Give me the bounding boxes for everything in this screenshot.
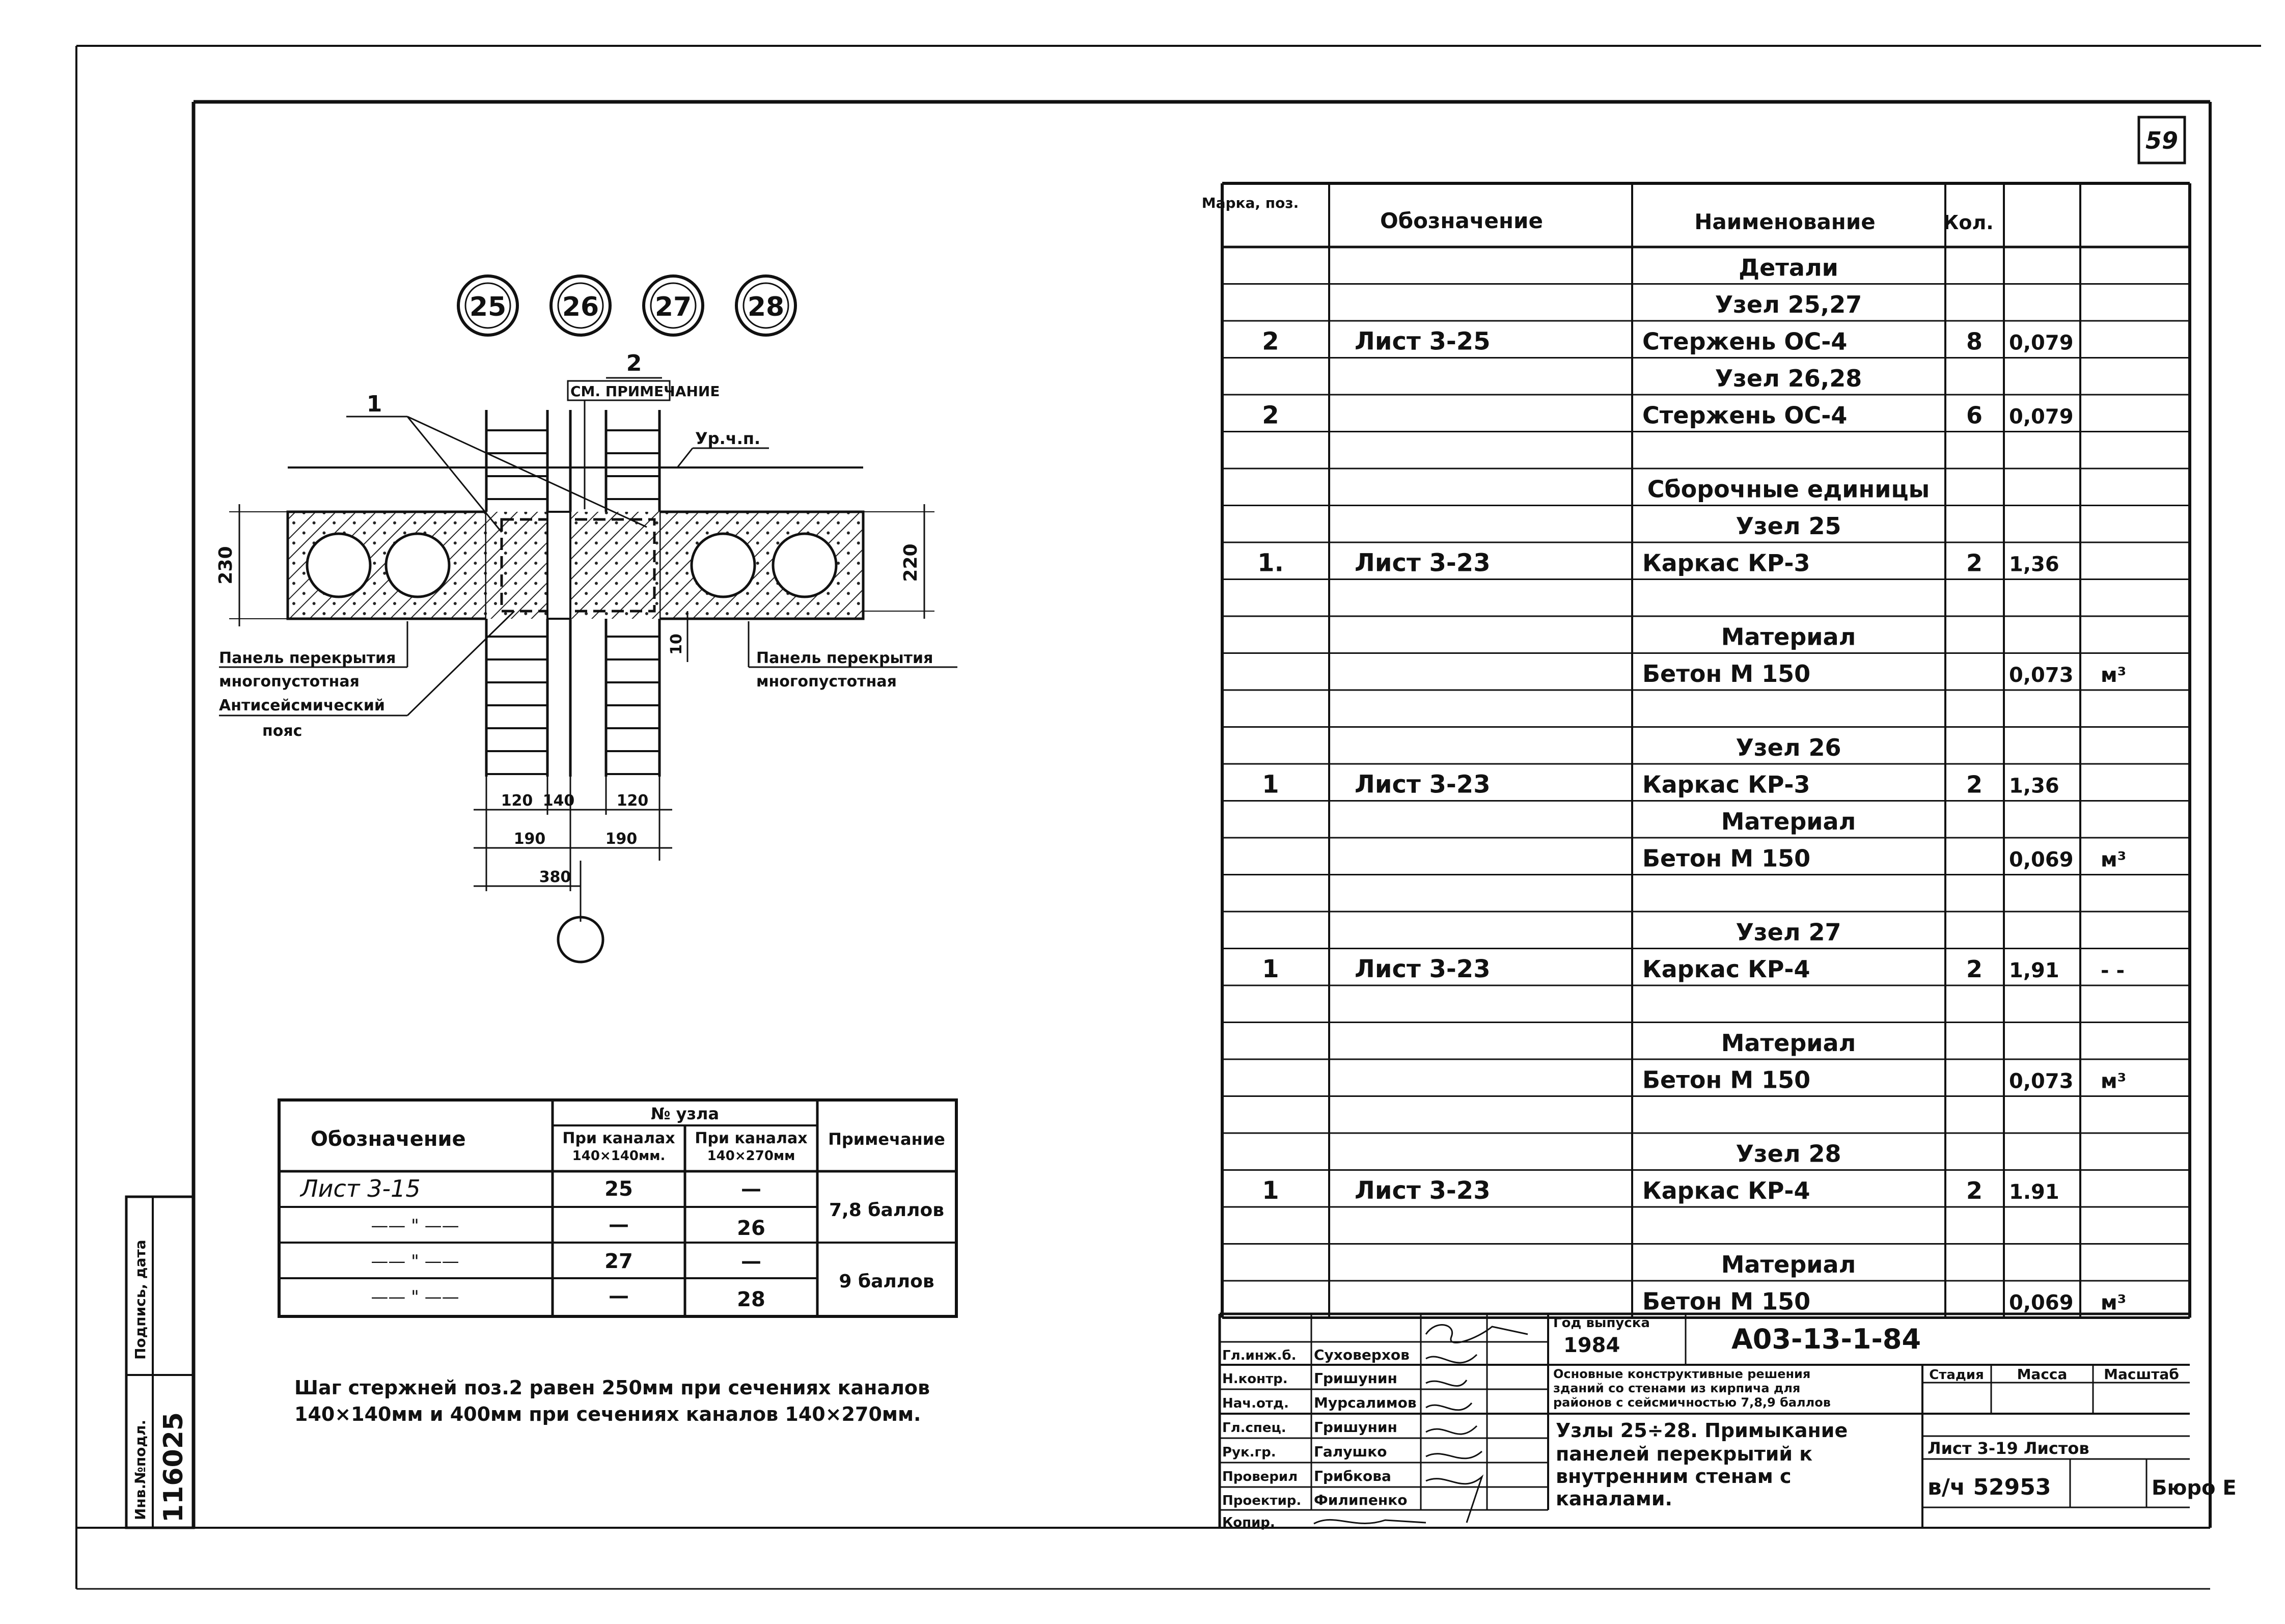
- svg-text:25: 25: [469, 292, 507, 322]
- header-designation: Обозначение: [1380, 208, 1543, 233]
- inv-number: 116025: [158, 1412, 189, 1523]
- spec-cell-mark: 1.: [1257, 548, 1284, 577]
- spec-cell-unit: м³: [2101, 664, 2127, 687]
- mass-label: Масса: [2017, 1366, 2068, 1383]
- spec-cell-name: Сборочные единицы: [1647, 475, 1930, 503]
- label-panel-left-1: Панель перекрытия: [219, 649, 396, 667]
- spec-cell-name: Узел 27: [1736, 918, 1841, 946]
- name-6: Филипенко: [1314, 1492, 1408, 1508]
- spec-cell-mass: 1.91: [2009, 1180, 2059, 1204]
- spec-cell-name: Бетон М 150: [1642, 844, 1811, 872]
- spec-cell-mass: 0,079: [2009, 405, 2074, 429]
- series-line3: районов с сейсмичностью 7,8,9 баллов: [1553, 1395, 1831, 1410]
- spec-cell-mass: 1,91: [2009, 959, 2059, 982]
- spec-cell-qty: 8: [1966, 327, 1983, 355]
- role-0: Гл.инж.б.: [1222, 1348, 1297, 1363]
- name-5: Грибкова: [1314, 1468, 1391, 1484]
- header-qty: Кол.: [1943, 211, 1994, 234]
- row3-c1: 27: [604, 1250, 633, 1273]
- spec-cell-name: Каркас КР-3: [1642, 770, 1810, 799]
- note-7-8: 7,8 баллов: [829, 1200, 944, 1221]
- spec-cell-mark: 2: [1262, 327, 1279, 356]
- spec-cell-qty: 2: [1966, 1177, 1983, 1204]
- spec-cell-mark: 2: [1262, 401, 1279, 430]
- node-marker-25: [458, 276, 517, 335]
- col-designation-header: Обозначение: [311, 1127, 466, 1151]
- spec-cell-mass: 0,073: [2009, 664, 2074, 687]
- label-panel-right-2: многопустотная: [756, 673, 897, 691]
- row1-designation: Лист 3-15: [300, 1175, 421, 1202]
- name-4: Галушко: [1314, 1443, 1387, 1460]
- svg-text:27: 27: [654, 292, 692, 322]
- dim-10: 10: [668, 634, 685, 655]
- spec-cell-mass: 0,069: [2009, 848, 2074, 872]
- floor-slab-left: [288, 512, 486, 619]
- row4-c2: 28: [737, 1288, 765, 1311]
- spec-cell-mass: 1,36: [2009, 553, 2059, 576]
- spec-cell-unit: м³: [2101, 848, 2127, 872]
- spec-cell-name: Бетон М 150: [1642, 1066, 1811, 1094]
- dim-140: 140: [542, 792, 575, 810]
- spec-cell-name: Узел 26,28: [1715, 365, 1862, 392]
- spec-cell-designation: Лист 3-23: [1355, 548, 1491, 577]
- axis-marker: [558, 917, 603, 962]
- label-belt-2: пояс: [262, 722, 302, 740]
- floor-level-label: Ур.ч.п.: [695, 429, 761, 448]
- name-0: Суховерхов: [1314, 1346, 1410, 1363]
- row2-c2: 26: [737, 1217, 765, 1240]
- note-9: 9 баллов: [839, 1271, 934, 1292]
- scale-label: Масштаб: [2104, 1366, 2179, 1383]
- page-number-box: [2139, 117, 2185, 163]
- spec-rows: [1257, 254, 2126, 1315]
- sheet-info: Лист 3-19 Листов: [1928, 1439, 2089, 1458]
- spec-cell-mass: 0,079: [2009, 331, 2074, 355]
- title-block: [1220, 1314, 2237, 1530]
- spec-cell-name: Узел 28: [1736, 1140, 1841, 1168]
- spec-cell-unit: м³: [2101, 1069, 2127, 1093]
- series-line1: Основные конструктивные решения: [1553, 1367, 1811, 1381]
- spec-cell-name: Каркас КР-3: [1642, 549, 1810, 577]
- series-line2: зданий со стенами из кирпича для: [1553, 1381, 1801, 1395]
- footnote-line2: 140×140мм и 400мм при сечениях каналов 140×270мм.: [294, 1403, 921, 1425]
- spec-cell-name: Стержень ОС-4: [1642, 327, 1848, 355]
- row3-c2: —: [741, 1250, 761, 1273]
- spec-cell-name: Узел 25: [1736, 512, 1841, 540]
- page-number: 59: [2145, 127, 2179, 154]
- floor-slab-right: [659, 512, 863, 619]
- callout-2: 2: [626, 350, 642, 376]
- col-node-header: № узла: [650, 1104, 720, 1123]
- name-2: Мурсалимов: [1314, 1394, 1417, 1411]
- header-name: Наименование: [1694, 209, 1876, 234]
- row2-designation: —— " ——: [371, 1216, 459, 1236]
- dim-220: 220: [900, 543, 921, 582]
- spec-cell-designation: Лист 3-23: [1355, 770, 1491, 799]
- spec-cell-unit: - -: [2101, 959, 2125, 982]
- spec-cell-name: Стержень ОС-4: [1642, 401, 1848, 429]
- spec-cell-name: Каркас КР-4: [1642, 955, 1810, 983]
- spec-cell-name: Материал: [1721, 623, 1856, 651]
- spec-cell-designation: Лист 3-23: [1355, 955, 1491, 983]
- inv-label: Инв.№подл.: [132, 1419, 149, 1520]
- footnote-line1: Шаг стержней поз.2 равен 250мм при сечениях каналов: [294, 1377, 930, 1399]
- svg-text:26: 26: [562, 292, 599, 322]
- stage-label: Стадия: [1929, 1367, 1984, 1383]
- row1-c2: —: [741, 1177, 761, 1201]
- spec-cell-name: Каркас КР-4: [1642, 1177, 1810, 1204]
- role-5: Проверил: [1222, 1469, 1298, 1484]
- callout-1: 1: [366, 391, 382, 417]
- spec-cell-designation: Лист 3-23: [1355, 1176, 1491, 1205]
- year-label: Год выпуска: [1553, 1315, 1650, 1331]
- col-ch1-line2: 140×140мм.: [572, 1148, 666, 1164]
- spec-cell-name: Узел 26: [1736, 734, 1841, 761]
- row3-designation: —— " ——: [371, 1251, 459, 1272]
- title-line2: панелей перекрытий к: [1556, 1443, 1813, 1465]
- antiseismic-belt: [486, 512, 659, 619]
- specification-table: [1202, 183, 2190, 1318]
- label-panel-right-1: Панель перекрытия: [756, 649, 933, 667]
- see-note-label: СМ. ПРИМЕЧАНИЕ: [570, 383, 720, 400]
- node-marker-27: [644, 276, 703, 335]
- spec-cell-name: Материал: [1721, 808, 1856, 835]
- role-2: Нач.отд.: [1222, 1396, 1289, 1411]
- dim-380: 380: [539, 868, 571, 886]
- row4-c1: —: [609, 1284, 629, 1308]
- bureau: Бюро Е: [2152, 1476, 2237, 1500]
- row1-c1: 25: [604, 1177, 633, 1201]
- node-marker-28: [736, 276, 795, 335]
- spec-cell-mass: 1,36: [2009, 774, 2059, 798]
- role-1: Н.контр.: [1222, 1371, 1288, 1387]
- label-belt-1: Антисейсмический: [219, 697, 385, 714]
- left-stamp: [126, 1197, 194, 1528]
- name-3: Гришунин: [1314, 1419, 1397, 1436]
- dim-230: 230: [215, 546, 236, 585]
- dim-190-right: 190: [605, 830, 638, 848]
- col-note-header: Примечание: [828, 1130, 945, 1149]
- sheet-frame: [76, 46, 2261, 1589]
- role-4: Рук.гр.: [1222, 1445, 1276, 1460]
- spec-cell-name: Материал: [1721, 1251, 1856, 1278]
- spec-cell-name: Узел 25,27: [1715, 291, 1862, 318]
- node-markers: [458, 276, 795, 335]
- name-1: Гришунин: [1314, 1370, 1397, 1387]
- role-6: Проектир.: [1222, 1493, 1302, 1508]
- spec-cell-qty: 6: [1966, 401, 1983, 429]
- spec-cell-name: Детали: [1739, 254, 1838, 282]
- header-mark: Марка, поз.: [1201, 195, 1299, 211]
- section-drawing: [215, 350, 957, 962]
- copy-label: Копир.: [1222, 1515, 1275, 1530]
- spec-cell-designation: Лист 3-25: [1355, 327, 1491, 356]
- node-marker-26: [551, 276, 610, 335]
- spec-cell-mark: 1: [1262, 1176, 1279, 1205]
- label-panel-left-2: многопустотная: [219, 673, 360, 691]
- row2-c1: —: [609, 1213, 629, 1236]
- order-number: в/ч 52953: [1928, 1474, 2051, 1500]
- col-ch2-line1: При каналах: [695, 1130, 808, 1147]
- col-ch1-line1: При каналах: [562, 1130, 675, 1147]
- spec-cell-mass: 0,069: [2009, 1291, 2074, 1315]
- spec-cell-qty: 2: [1966, 549, 1983, 577]
- spec-cell-name: Бетон М 150: [1642, 1287, 1811, 1315]
- dim-190-left: 190: [513, 830, 546, 848]
- row4-designation: —— " ——: [371, 1287, 459, 1307]
- spec-cell-qty: 2: [1966, 955, 1983, 983]
- spec-cell-unit: м³: [2101, 1291, 2127, 1315]
- spec-cell-name: Бетон М 150: [1642, 660, 1811, 687]
- role-3: Гл.спец.: [1222, 1420, 1286, 1436]
- title-line4: каналами.: [1556, 1488, 1672, 1510]
- title-line3: внутренним стенам с: [1556, 1465, 1792, 1488]
- title-line1: Узлы 25÷28. Примыкание: [1556, 1419, 1848, 1442]
- spec-cell-mark: 1: [1262, 770, 1279, 799]
- document-code: А03-13-1-84: [1731, 1323, 1921, 1355]
- spec-cell-mass: 0,073: [2009, 1069, 2074, 1093]
- node-selection-table: [279, 1100, 956, 1316]
- spec-cell-qty: 2: [1966, 770, 1983, 799]
- dim-120-right: 120: [616, 792, 649, 810]
- spec-cell-name: Материал: [1721, 1029, 1856, 1057]
- dim-120-left: 120: [501, 792, 533, 810]
- col-ch2-line2: 140×270мм: [707, 1148, 795, 1164]
- sign-label: Подпись, дата: [132, 1240, 149, 1360]
- spec-cell-mark: 1: [1262, 955, 1279, 983]
- svg-text:28: 28: [747, 292, 785, 322]
- year: 1984: [1563, 1334, 1620, 1357]
